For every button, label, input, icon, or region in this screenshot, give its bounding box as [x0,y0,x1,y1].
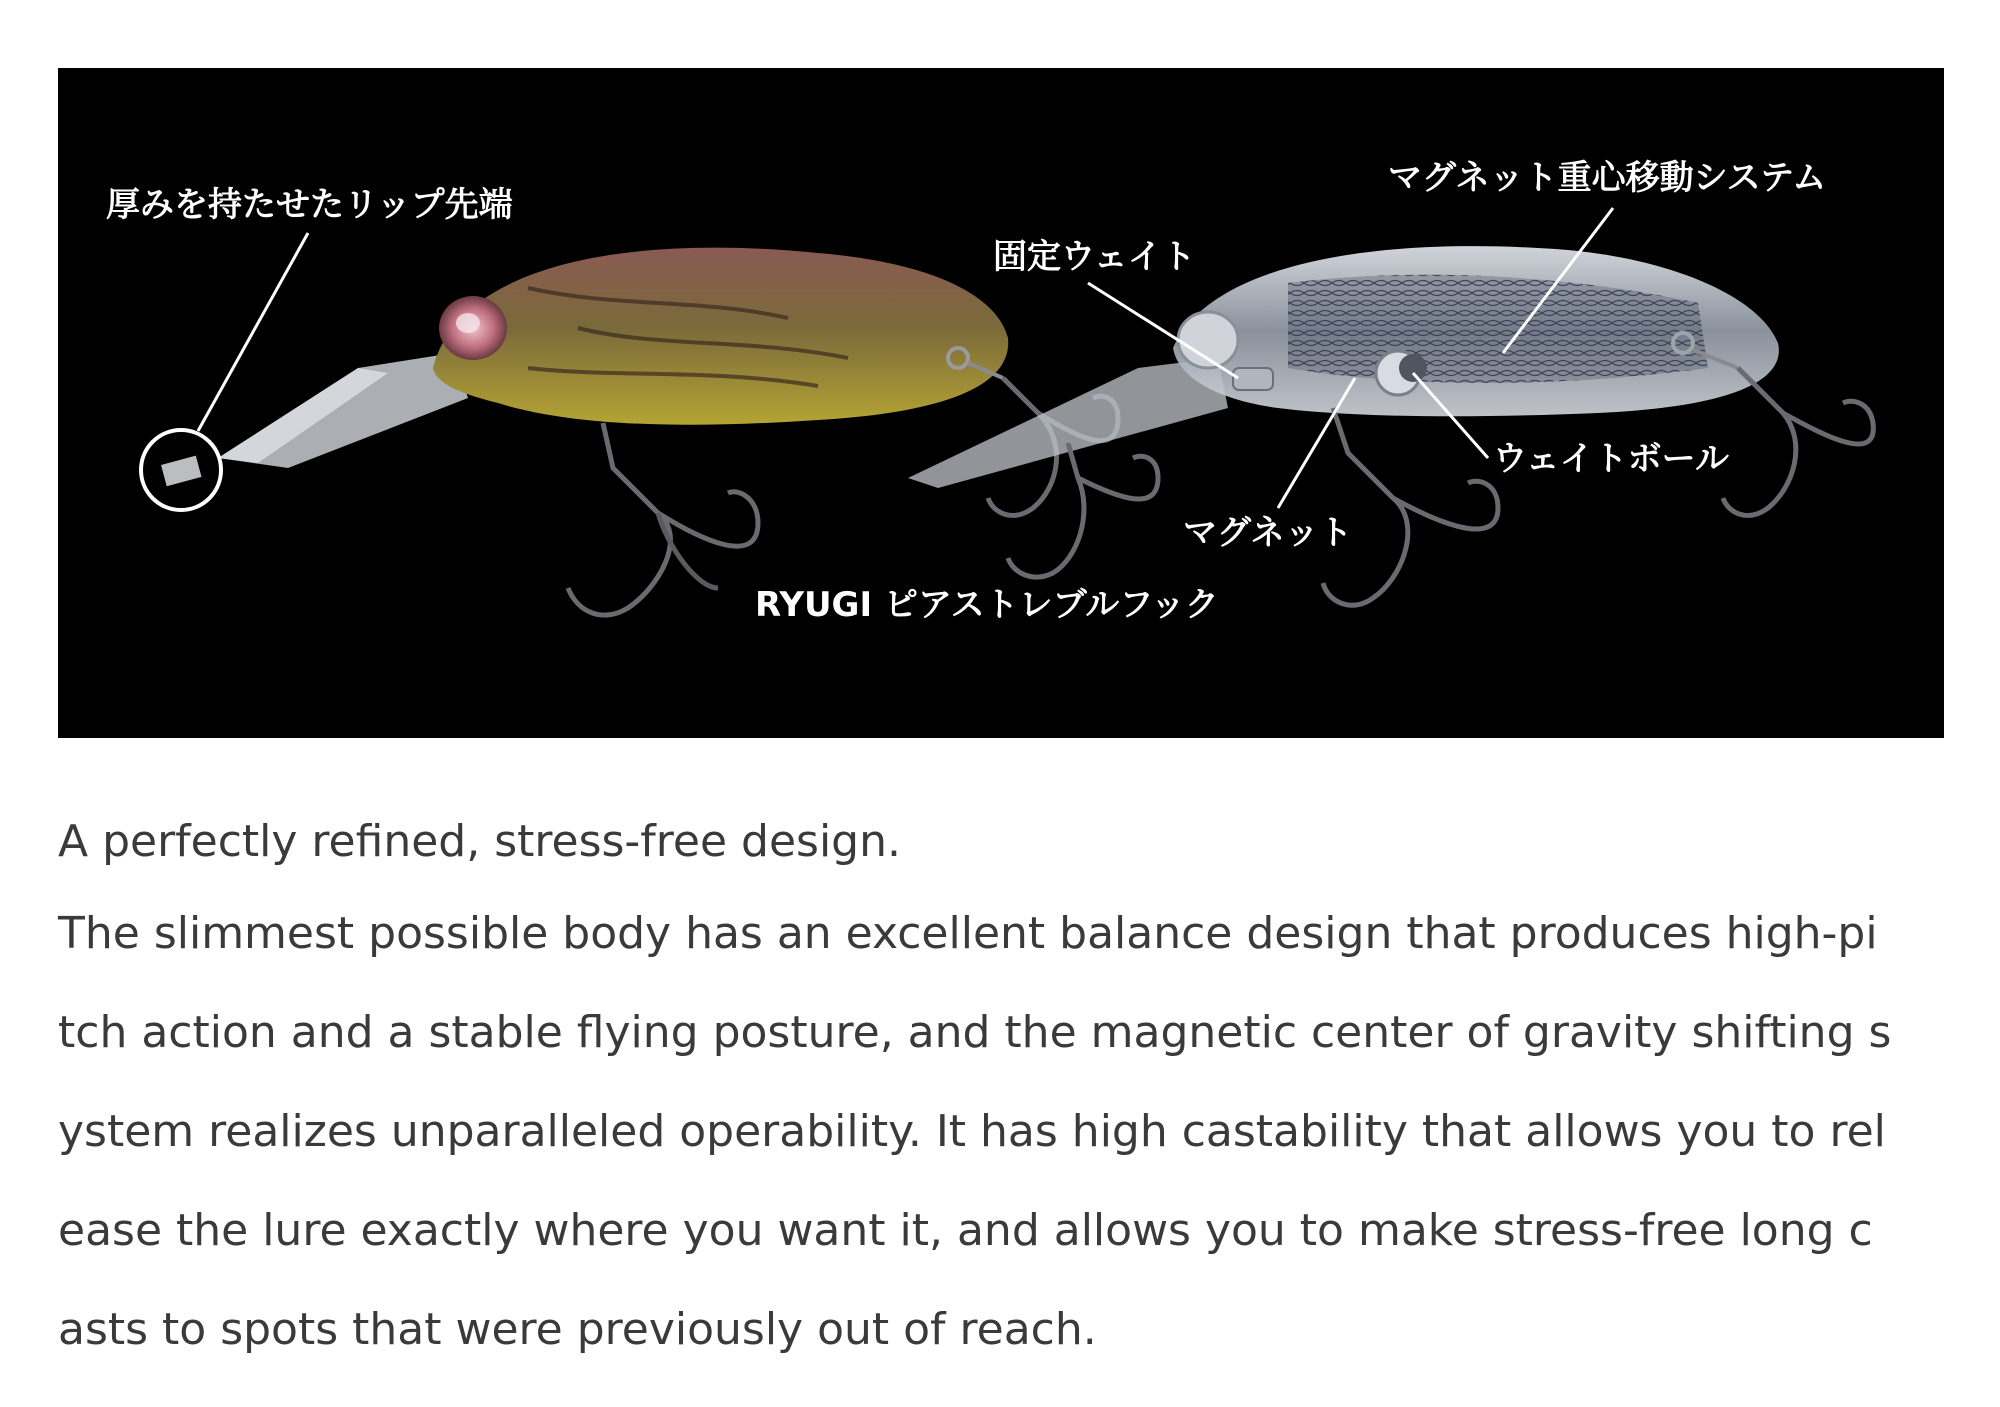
description-line: tch action and a stable flying posture, and the magnetic center of gravity shifting s [58,1007,1892,1058]
fixed-weight-callout: 固定ウェイト [993,237,1196,277]
product-description [58,800,1958,1379]
magnet-system-callout: マグネット重心移動システム [1388,158,1827,198]
description-headline: A perfectly refined, stress-free design. [58,816,901,867]
description-line: ease the lure exactly where you want it, and allows you to make stress-free long c [58,1205,1873,1256]
magnet-callout: マグネット [1183,513,1353,553]
weight-ball-callout: ウェイトボール [1493,439,1729,479]
description-line: asts to spots that were previously out of reach. [58,1304,1097,1355]
lure-feature-diagram [58,68,1944,738]
description-line: The slimmest possible body has an excellent balance design that produces high-pi [58,908,1878,959]
hook-callout: RYUGI ピアストレブルフック [755,585,1219,625]
description-line: ystem realizes unparalleled operability. It has high castability that allows you to rel [58,1106,1886,1157]
colored-lure-icon [218,248,1118,615]
clear-lure-icon [908,246,1873,605]
lip-tip-callout: 厚みを持たせたリップ先端 [106,185,513,225]
lip-tip-leader-line [198,233,308,431]
